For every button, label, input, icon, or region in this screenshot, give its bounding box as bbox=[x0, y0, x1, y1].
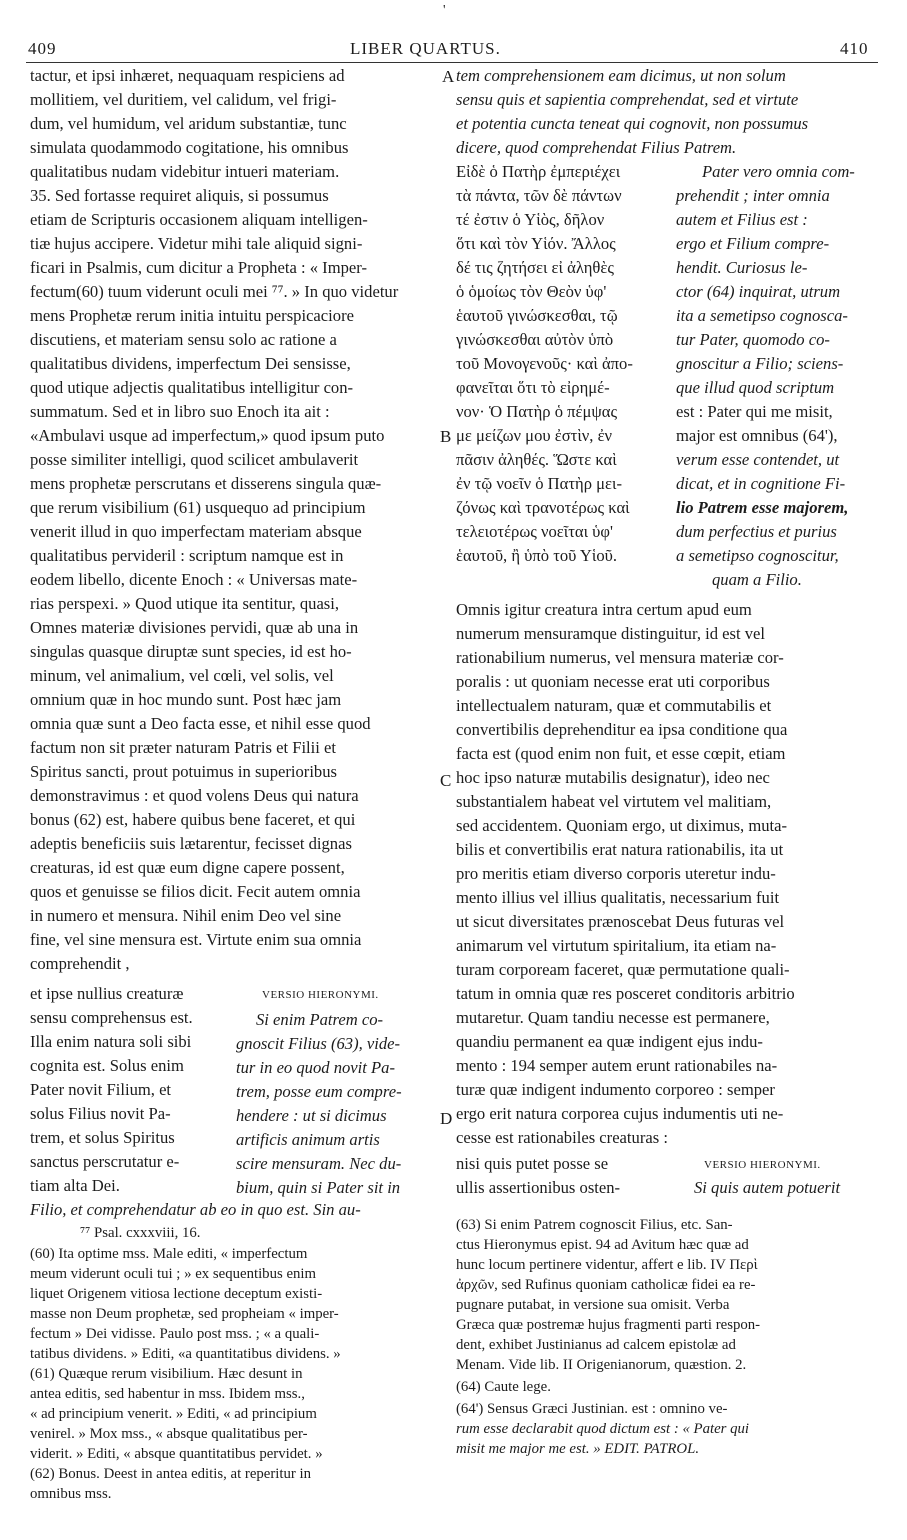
text-line: hoc ipso naturæ mutabilis designatur), ideo nec bbox=[456, 768, 770, 787]
text-line: in numero et mensura. Nihil enim Deo vel sine bbox=[30, 906, 342, 925]
text-line: minum, vel animalium, vel cœli, vel solis, vel bbox=[30, 666, 334, 685]
greek-line: ἑαυτοῦ, ἢ ὑπὸ τοῦ Υἱοῦ. bbox=[456, 546, 618, 565]
footnote-line: hunc locum pertinere videntur, affert e lib. IV Περὶ bbox=[456, 1257, 758, 1273]
text-line: bilis et convertibilis erat natura rationabilis, ita ut bbox=[456, 840, 784, 859]
footnote-line: masse non Deum prophetæ, sed propheiam « imper- bbox=[30, 1306, 339, 1322]
text-line: sensu comprehensus est. bbox=[30, 1008, 193, 1027]
text-line: Filio, et comprehendatur ab eo in quo est. Sin au- bbox=[30, 1200, 361, 1219]
latin-line: lio Patrem esse majorem, bbox=[676, 498, 849, 517]
latin-line: ergo et Filium compre- bbox=[676, 234, 830, 253]
latin-line: a semetipso cognoscitur, bbox=[676, 546, 839, 565]
greek-line: πᾶσιν ἀληθές. Ὥστε καὶ bbox=[456, 450, 617, 469]
text-line: ullis assertionibus osten- bbox=[456, 1178, 621, 1197]
versio-heading: VERSIO HIERONYMI. bbox=[704, 1159, 821, 1171]
text-line: ergo erit natura corporea cujus indumentis uti ne- bbox=[456, 1104, 784, 1123]
text-line: creaturas, id est quæ eum digne capere possent, bbox=[30, 858, 345, 877]
greek-line: με μείζων μου ἐστὶν, ἐν bbox=[456, 426, 613, 445]
footnote-line: (64') Sensus Græci Justinian. est : omnino ve- bbox=[456, 1401, 728, 1417]
latin-line: quam a Filio. bbox=[712, 570, 802, 589]
footnote-line: pugnare putabat, in versione sua omisit. Verba bbox=[456, 1297, 730, 1313]
versio-line: bium, quin si Pater sit in bbox=[236, 1178, 401, 1197]
footnote-line: Menam. Vide lib. II Origenianorum, quæstion. 2. bbox=[456, 1357, 747, 1373]
footnote-line: (60) Ita optime mss. Male editi, « imperfectum bbox=[30, 1246, 308, 1262]
right-column bbox=[454, 0, 907, 1540]
text-line: ut sicut diversitates prænoscebat Deus futuras vel bbox=[456, 912, 785, 931]
text-line: Spiritus sancti, prout potuimus in superioribus bbox=[30, 762, 337, 781]
footnote-line: (64) Caute lege. bbox=[456, 1379, 551, 1395]
text-line: turam corpoream faceret, quæ permutatione quali- bbox=[456, 960, 790, 979]
text-line: sensu quis et sapientia comprehendat, sed et virtute bbox=[456, 90, 799, 109]
footnote-line: dent, exhibet Justinianus ad calcem epistolæ ad bbox=[456, 1337, 736, 1353]
greek-line: γινώσκεσθαι αὐτὸν ὑπὸ bbox=[456, 330, 614, 349]
text-line: mutaretur. Quam tandiu necesse est permanere, bbox=[456, 1008, 770, 1027]
text-line: cognita est. Solus enim bbox=[30, 1056, 184, 1075]
text-line: Omnes materiæ divisiones pervidi, quæ ab una in bbox=[30, 618, 359, 637]
footnote-line: viderit. » Editi, « absque quantitatibus pervidet. » bbox=[30, 1446, 323, 1462]
text-line: et potentia cuncta teneat qui cognovit, non possumus bbox=[456, 114, 809, 133]
left-page-number: 409 bbox=[28, 39, 57, 58]
greek-line: δέ τις ζητήσει εἰ ἀληθὲς bbox=[456, 258, 614, 277]
versio-line: scire mensuram. Nec du- bbox=[236, 1154, 402, 1173]
footnote-line: « ad principium venerit. » Editi, « ad principium bbox=[30, 1406, 317, 1422]
text-line: intellectualem naturam, quæ et commutabilis et bbox=[456, 696, 772, 715]
text-line: tiæ hujus accipere. Videtur mihi tale aliquid signi- bbox=[30, 234, 363, 253]
text-line: mollitiem, vel duritiem, vel calidum, vel frigi- bbox=[30, 90, 337, 109]
text-line: posse similiter intelligi, quod scilicet ambulaverit bbox=[30, 450, 359, 469]
text-line: Illa enim natura soli sibi bbox=[30, 1032, 192, 1051]
greek-line: τὰ πάντα, τῶν δὲ πάντων bbox=[456, 186, 622, 205]
text-line: simulata quodammodo cogitatione, his omnibus bbox=[30, 138, 349, 157]
footnote-line: meum viderunt oculi tui ; » ex sequentibus enim bbox=[30, 1266, 317, 1282]
text-line: omnia quæ sunt a Deo facta esse, et nihil esse quod bbox=[30, 714, 371, 733]
text-line: animarum vel virtutum spiritalium, ita etiam na- bbox=[456, 936, 777, 955]
latin-line: dicat, et in cognitione Fi- bbox=[676, 474, 846, 493]
text-line: 35. Sed fortasse requiret aliquis, si possumus bbox=[30, 186, 329, 205]
text-line: quos et genuisse se filios dicit. Fecit autem omnia bbox=[30, 882, 361, 901]
latin-line: ita a semetipso cognosca- bbox=[676, 306, 848, 325]
text-line: convertibilis deprehenditur ea ipsa conditione qua bbox=[456, 720, 788, 739]
text-line: etiam de Scripturis occasionem aliquam intelligen- bbox=[30, 210, 368, 229]
footnote-line: (61) Quæque rerum visibilium. Hæc desunt in bbox=[30, 1366, 303, 1382]
text-line: adeptis beneficiis suis lætarentur, fecisset dignas bbox=[30, 834, 352, 853]
text-line: rias perspexi. » Quod utique ita sentitur, quasi, bbox=[30, 594, 340, 613]
latin-line: dum perfectius et purius bbox=[676, 522, 837, 541]
text-line: fectum(60) tuum viderunt oculi mei ⁷⁷. » In quo videtur bbox=[30, 282, 399, 301]
text-line: tem comprehensionem eam dicimus, ut non solum bbox=[456, 66, 786, 85]
latin-line: verum esse contendet, ut bbox=[676, 450, 840, 469]
text-line: eodem libello, dicente Enoch : « Universas mate- bbox=[30, 570, 358, 589]
footnote-line: venirel. » Mox mss., « absque qualitatibus per- bbox=[30, 1426, 308, 1442]
latin-line: Pater vero omnia com- bbox=[702, 162, 855, 181]
text-line: tiam alta Dei. bbox=[30, 1176, 120, 1195]
latin-line: est : Pater qui me misit, bbox=[676, 402, 833, 421]
scripture-reference: ⁷⁷ Psal. cxxxviii, 16. bbox=[80, 1225, 201, 1241]
greek-line: φανεῖται ὅτι τὸ εἰρημέ- bbox=[456, 378, 610, 397]
top-mark: ' bbox=[443, 3, 446, 18]
margin-letter-b: B bbox=[440, 427, 452, 446]
text-line: qualitatibus pervideril : scriptum namque est in bbox=[30, 546, 344, 565]
text-line: tactur, et ipsi inhæret, nequaquam respiciens ad bbox=[30, 66, 345, 85]
text-line: mento : 194 semper autem erunt rationabiles na- bbox=[456, 1056, 778, 1075]
latin-line: major est omnibus (64'), bbox=[676, 426, 838, 445]
text-line: discutiens, et materiam sensu solo ac ratione a bbox=[30, 330, 337, 349]
versio-line: tur in eo quod novit Pa- bbox=[236, 1058, 396, 1077]
margin-letter-d: D bbox=[440, 1109, 453, 1128]
text-line: fine, vel sine mensura est. Virtute enim sua omnia bbox=[30, 930, 362, 949]
margin-letter-c: C bbox=[440, 771, 452, 790]
text-line: quandiu permanent ea quæ indigent ejus indu- bbox=[456, 1032, 763, 1051]
text-line: que rerum visibilium (61) usquequo ad principium bbox=[30, 498, 366, 517]
text-line: omnium quæ in hoc mundo sunt. Post hæc jam bbox=[30, 690, 342, 709]
text-line: et ipse nullius creaturæ bbox=[30, 984, 184, 1003]
footnote-line: fectum » Dei vidisse. Paulo post mss. ; « a quali- bbox=[30, 1326, 320, 1342]
latin-line: hendit. Curiosus le- bbox=[676, 258, 808, 277]
text-line: quod utique adjectis qualitatibus intelligitur con- bbox=[30, 378, 354, 397]
greek-line: ὁ ὁμοίως τὸν Θεὸν ὑφ' bbox=[456, 282, 607, 301]
greek-line: τέ ἐστιν ὁ Υἱὸς, δῆλον bbox=[456, 210, 605, 229]
text-line: facta est (quod enim non fuit, et esse cœpit, etiam bbox=[456, 744, 786, 763]
footnote-line: ἀρχῶν, sed Rufinus quoniam catholicæ fidei ea re- bbox=[456, 1277, 756, 1293]
footnote-line: tatibus dividens. » Editi, «a quantitatibus dividens. » bbox=[30, 1346, 341, 1362]
text-line: venerit illud in quo imperfectam materiam absque bbox=[30, 522, 362, 541]
text-line: sanctus perscrutatur e- bbox=[30, 1152, 180, 1171]
margin-letter-a: A bbox=[442, 67, 455, 86]
versio-line: trem, posse eum compre- bbox=[236, 1082, 402, 1101]
text-line: bonus (62) est, habere quibus bene faceret, et qui bbox=[30, 810, 356, 829]
latin-line: tur Pater, quomodo co- bbox=[676, 330, 830, 349]
greek-line: νον· Ὁ Πατὴρ ὁ πέμψας bbox=[456, 402, 618, 421]
greek-line: τελειοτέρως νοεῖται ὑφ' bbox=[456, 522, 613, 541]
footnote-line: antea editis, sed habentur in mss. Ibidem mss., bbox=[30, 1386, 305, 1402]
versio-heading: VERSIO HIERONYMI. bbox=[262, 989, 379, 1001]
versio-line: gnoscit Filius (63), vide- bbox=[236, 1034, 401, 1053]
text-line: qualitatibus nudam videbitur intueri materiam. bbox=[30, 162, 340, 181]
text-line: sed accidentem. Quoniam ergo, ut diximus, muta- bbox=[456, 816, 788, 835]
running-title: LIBER QUARTUS. bbox=[350, 39, 501, 58]
versio-line: Si quis autem potuerit bbox=[694, 1178, 841, 1197]
footnote-line: rum esse declarabit quod dictum est : « Pater qui bbox=[456, 1421, 750, 1437]
text-line: cesse est rationabiles creaturas : bbox=[456, 1128, 668, 1147]
text-line: qualitatibus dividens, imperfectum Dei sensisse, bbox=[30, 354, 351, 373]
footnote-line: liquet Origenem vitiosa lectione deceptum existi- bbox=[30, 1286, 323, 1302]
text-line: comprehendit , bbox=[30, 954, 130, 973]
text-line: turæ quæ indigent indumento corporeo : semper bbox=[456, 1080, 775, 1099]
latin-line: autem et Filius est : bbox=[676, 210, 808, 229]
footnote-line: omnibus mss. bbox=[30, 1486, 112, 1502]
footnote-line: ctus Hieronymus epist. 94 ad Avitum hæc quæ ad bbox=[456, 1237, 749, 1253]
text-line: dum, vel humidum, vel aridum substantiæ, tunc bbox=[30, 114, 347, 133]
footnote-line: misit me major me est. » EDIT. PATROL. bbox=[456, 1441, 700, 1457]
text-line: summatum. Sed et in libro suo Enoch ita ait : bbox=[30, 402, 330, 421]
latin-line: ctor (64) inquirat, utrum bbox=[676, 282, 841, 301]
text-line: mens Prophetæ rerum initia intuitu perspicaciore bbox=[30, 306, 354, 325]
text-line: Pater novit Filium, et bbox=[30, 1080, 172, 1099]
greek-line: ζόνως καὶ τρανοτέρως καὶ bbox=[456, 498, 630, 517]
greek-line: ἐν τῷ νοεῖν ὁ Πατὴρ μει- bbox=[456, 474, 622, 493]
text-line: numerum mensuramque distinguitur, id est vel bbox=[456, 624, 766, 643]
greek-line: Εἰδὲ ὁ Πατὴρ ἐμπεριέχει bbox=[456, 162, 621, 181]
text-line: trem, et solus Spiritus bbox=[30, 1128, 175, 1147]
greek-line: τοῦ Μονογενοῦς· καὶ ἀπο- bbox=[456, 354, 633, 373]
text-line: singulas quasque diruptæ sunt species, id est ho- bbox=[30, 642, 352, 661]
text-line: substantialem habeat vel virtutem vel malitiam, bbox=[456, 792, 772, 811]
text-line: Omnis igitur creatura intra certum apud eum bbox=[456, 600, 752, 619]
text-line: solus Filius novit Pa- bbox=[30, 1104, 171, 1123]
text-line: rationabilium numerus, vel mensura materiæ cor- bbox=[456, 648, 784, 667]
text-line: mens prophetæ perscrutans et disserens singula quæ- bbox=[30, 474, 382, 493]
text-line: factum non sit præter naturam Patris et Filii et bbox=[30, 738, 337, 757]
text-line: ficari in Psalmis, cum dicitur a Propheta : « Imper- bbox=[30, 258, 367, 277]
text-line: nisi quis putet posse se bbox=[456, 1154, 609, 1173]
text-line: dicere, quod comprehendat Filius Patrem. bbox=[456, 138, 737, 157]
footnote-line: (63) Si enim Patrem cognoscit Filius, etc. San- bbox=[456, 1217, 733, 1233]
greek-line: ἑαυτοῦ γινώσκεσθαι, τῷ bbox=[456, 306, 618, 325]
right-page-number: 410 bbox=[840, 39, 869, 58]
latin-line: prehendit ; inter omnia bbox=[676, 186, 830, 205]
greek-line: ὅτι καὶ τὸν Υἱόν. Ἄλλος bbox=[456, 234, 616, 253]
versio-line: Si enim Patrem co- bbox=[256, 1010, 384, 1029]
latin-line: que illud quod scriptum bbox=[676, 378, 835, 397]
text-line: pro meritis etiam diverso corporis uteretur indu- bbox=[456, 864, 776, 883]
text-line: tatum in omnia quæ res posceret conditoris arbitrio bbox=[456, 984, 795, 1003]
text-line: mento illius vel illius qualitatis, necessarium fuit bbox=[456, 888, 780, 907]
text-line: demonstravimus : et quod volens Deus qui natura bbox=[30, 786, 359, 805]
versio-line: hendere : ut si dicimus bbox=[236, 1106, 387, 1125]
text-line: «Ambulavi usque ad imperfectum,» quod ipsum puto bbox=[30, 426, 385, 445]
text-line: poralis : ut quoniam necesse erat uti corporibus bbox=[456, 672, 770, 691]
versio-line: artificis animum artis bbox=[236, 1130, 380, 1149]
footnote-line: Græca quæ postremæ hujus fragmenti parti respon- bbox=[456, 1317, 761, 1333]
latin-line: gnoscitur a Filio; sciens- bbox=[676, 354, 844, 373]
footnote-line: (62) Bonus. Deest in antea editis, at reperitur in bbox=[30, 1466, 312, 1482]
